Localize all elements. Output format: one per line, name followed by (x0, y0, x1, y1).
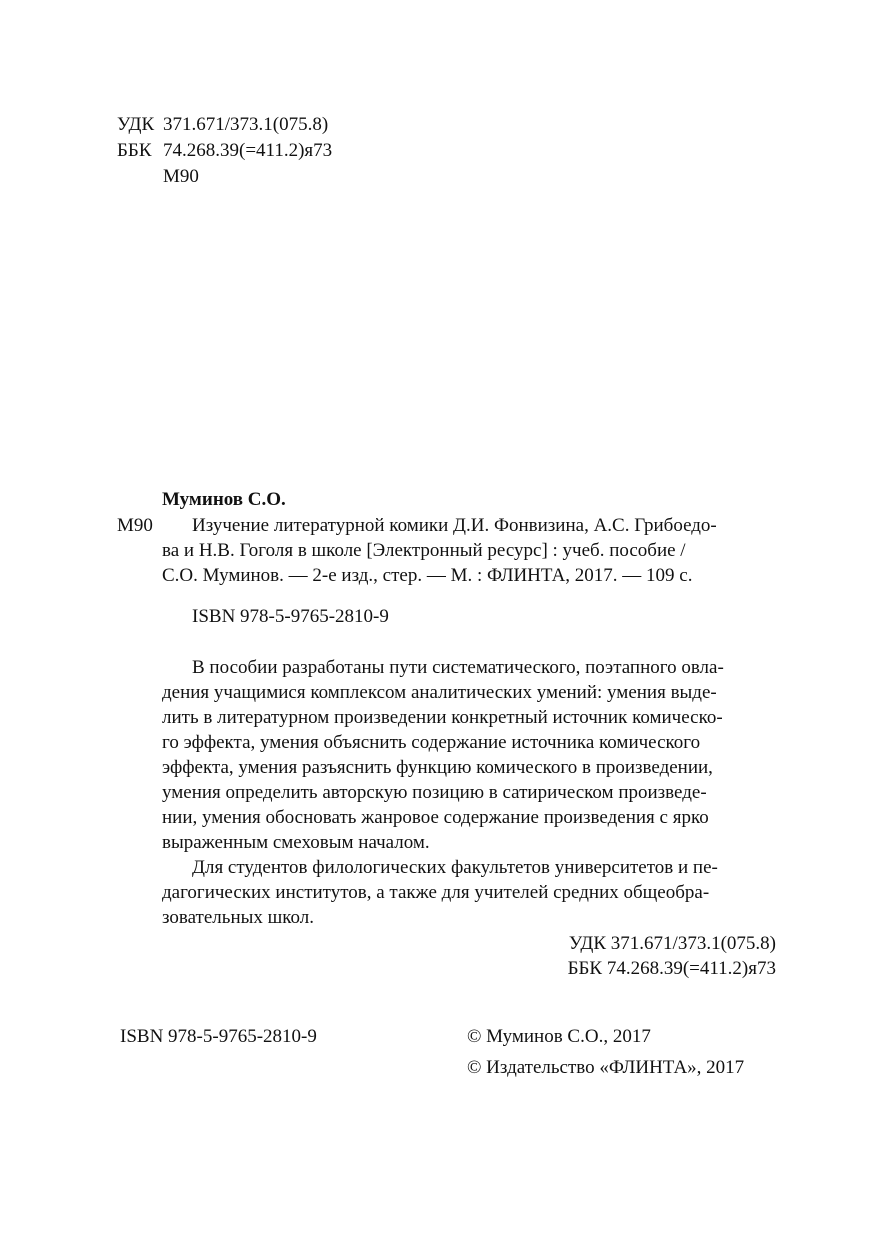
author-mark: М90 (163, 166, 199, 187)
abstract-line: лить в литературном произведении конкретный источник комическо- (162, 707, 723, 728)
entry-description-line: Изучение литературной комики Д.И. Фонвизина, А.С. Грибоедо- (192, 515, 717, 536)
classification-bbk: ББК 74.268.39(=411.2)я73 (567, 958, 776, 979)
abstract-line: эффекта, умения разъяснить функцию комического в произведении, (162, 757, 713, 778)
entry-description-line: С.О. Муминов. — 2-е изд., стер. — М. : ФЛИНТА, 2017. — 109 с. (162, 565, 693, 586)
abstract-paragraph-2 (162, 856, 776, 931)
footer-isbn: ISBN 978-5-9765-2810-9 (120, 1026, 317, 1047)
abstract-line: го эффекта, умения объяснить содержание источника комического (162, 732, 701, 753)
abstract-line: зовательных школ. (162, 907, 314, 928)
entry-author: Муминов С.О. (162, 489, 286, 510)
abstract-line: нии, умения обосновать жанровое содержание произведения с ярко (162, 807, 709, 828)
bbk-line (117, 139, 332, 163)
abstract-line: умения определить авторскую позицию в сатирическом произведе- (162, 782, 707, 803)
abstract-line: В пособии разработаны пути систематического, поэтапного овла- (192, 657, 724, 678)
classification-udk: УДК 371.671/373.1(075.8) (568, 933, 776, 954)
abstract-line: дения учащимися комплексом аналитических умений: умения выде- (162, 682, 717, 703)
udk-line (117, 113, 328, 137)
copyright-publisher: © Издательство «ФЛИНТА», 2017 (467, 1057, 745, 1078)
udk-value: 371.671/373.1(075.8) (163, 114, 329, 135)
abstract-line: Для студентов филологических факультетов университетов и пе- (192, 857, 718, 878)
entry-description (162, 514, 776, 589)
abstract-line: дагогических институтов, а также для учителей средних общеобра- (162, 882, 710, 903)
abstract-line: выраженным смеховым началом. (162, 832, 430, 853)
entry-mark: М90 (117, 515, 153, 536)
abstract-paragraph-1 (162, 656, 776, 856)
copyright-author: © Муминов С.О., 2017 (467, 1026, 651, 1047)
udk-label: УДК (117, 114, 155, 135)
entry-isbn: ISBN 978-5-9765-2810-9 (192, 606, 389, 627)
bbk-value: 74.268.39(=411.2)я73 (163, 140, 333, 161)
entry-description-line: ва и Н.В. Гоголя в школе [Электронный ресурс] : учеб. пособие / (162, 540, 686, 561)
bbk-label: ББК (117, 140, 152, 161)
